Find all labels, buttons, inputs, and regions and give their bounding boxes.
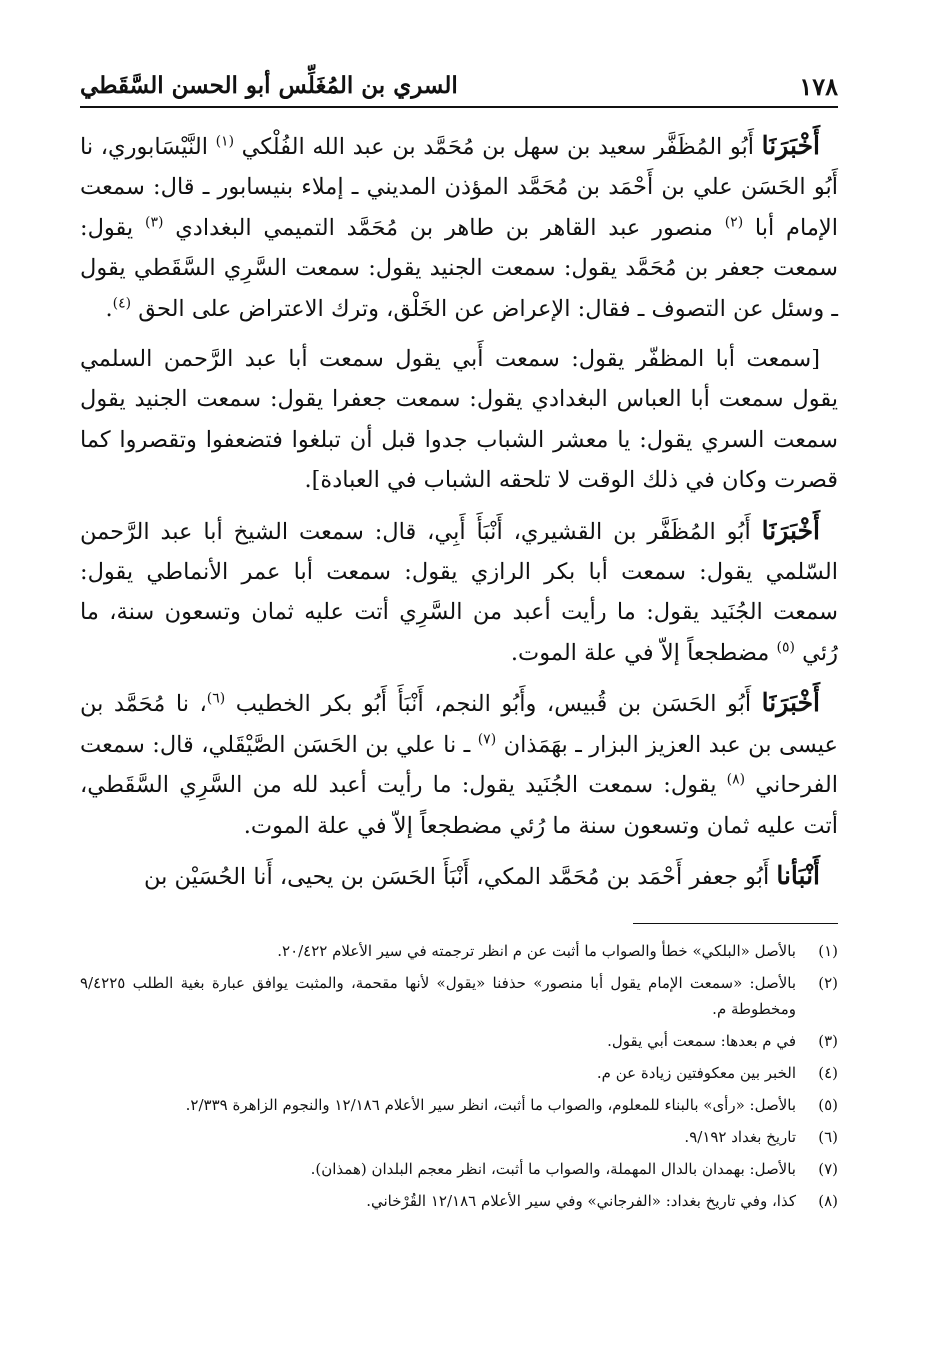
footnote-text: بالأصل: بهمدان بالدال المهملة، والصواب ما أثبت، انظر معجم البلدان (همذان). xyxy=(310,1160,796,1179)
paragraph-text: يقول: سمعت الجُنَيد يقول: ما رأيت أعبد لله من السَّرِي السَّقَطي، أتت عليه ثمان وتسعون سنة ما رُئي مضطجعاً إلاّ في علة الموت. xyxy=(80,772,838,839)
footnotes xyxy=(80,938,838,1214)
footnote-number: (٣) xyxy=(818,1032,838,1051)
footnote-reference[interactable]: (٣) xyxy=(144,214,164,231)
paragraph-text: يقول: سمعت جعفر بن مُحَمَّد يقول: سمعت الجنيد يقول: سمعت السَّرِي السَّقَطي يقول ـ وسئل عن التصوف ـ فقال: الإعراض عن الخَلْق، وترك الاعتراض على الحق xyxy=(80,214,838,322)
running-title: السري بن المُغَلِّس أبو الحسن السَّقَطي xyxy=(80,72,458,99)
paragraph-text: أَبُو جعفر أَحْمَد بن مُحَمَّد المكي، أَنْبَأَ الحَسَن بن يحيى، أَنا الحُسَيْن بن xyxy=(144,863,777,890)
paragraph-text: . xyxy=(105,295,113,322)
footnote-number: (٤) xyxy=(818,1064,838,1083)
paragraph-text: [سمعت أبا المظفّر يقول: سمعت أَبي يقول سمعت أبا عبد الرَّحمن السلمي يقول سمعت أبا العباس البغدادي يقول: سمعت جعفرا يقول: سمعت الجنيد يقول سمعت السري يقول: يا معشر الشباب جدوا قبل أن تبلغوا فتضعفوا وتقصروا كما قصرت وكان في ذلك الوقت لا تلحقه الشباب في العبادة]. xyxy=(80,346,838,494)
footnote-number: (٨) xyxy=(818,1192,838,1211)
paragraph-text: النَّيْسَابوري، نا أَبُو الحَسَن علي بن أَحْمَد بن مُحَمَّد المؤذن المديني ـ إملاء بنيسابور ـ قال: سمعت الإمام أبا xyxy=(80,134,838,241)
paragraph-text: أَبُو المُظَفَّر سعيد بن سهل بن مُحَمَّد بن عبد الله الفُلْكي xyxy=(234,134,762,160)
footnote-text: في م بعدها: سمعت أبي يقول. xyxy=(607,1032,796,1051)
isnad-lead-word: أَخْبَرَنَا xyxy=(761,515,820,545)
footnote-number: (١) xyxy=(818,942,838,961)
footnote-text: كذا، وفي تاريخ بغداد: «الفرجاني» وفي سير الأعلام ١٢/١٨٦ القُرْخاني. xyxy=(366,1192,796,1211)
footnote xyxy=(80,1028,838,1054)
footnote-text: الخبر بين معكوفتين زيادة عن م. xyxy=(596,1064,796,1083)
footnote-number: (٦) xyxy=(818,1128,838,1147)
footnote-text: بالأصل: «رأى» بالبناء للمعلوم، والصواب ما أثبت، انظر سير الأعلام ١٢/١٨٦ والنجوم الزاهرة ٢/٣٣٩. xyxy=(185,1096,796,1115)
book-page xyxy=(80,66,838,1220)
paragraph-text: أَبُو المُظَفَّر بن القشيري، أَنْبَأَ أَبِي، قال: سمعت الشيخ أبا عبد الرَّحمن السّلمي يقول: سمعت أبا بكر الرازي يقول: سمعت أبا عمر الأنماطي يقول: سمعت الجُنَيد يقول: ما رأيت أعبد من السَّرِي أتت عليه ثمان وتسعون سنة، ما رُئي xyxy=(80,518,838,666)
footnote xyxy=(80,1156,838,1182)
paragraph xyxy=(80,683,838,846)
page-header xyxy=(80,66,838,108)
isnad-lead-word: أَخْبَرَنَا xyxy=(761,688,820,718)
footnote xyxy=(80,1060,838,1086)
paragraph xyxy=(80,511,838,674)
paragraph xyxy=(80,856,838,897)
footnote-number: (٢) xyxy=(818,974,838,993)
paragraph-text: ـ نا علي بن الحَسَن الصَّيْقَلي، قال: سمعت الفرحاني xyxy=(80,731,838,799)
isnad-lead-word: أَنْبَأنا xyxy=(776,860,820,890)
page-number: ١٧٨ xyxy=(799,72,838,101)
footnote xyxy=(80,938,838,964)
paragraph-text: ، نا مُحَمَّد بن عيسى بن عبد العزيز البزار ـ بهَمَذان xyxy=(80,691,838,758)
footnote-number: (٥) xyxy=(818,1096,838,1115)
footnote xyxy=(80,1124,838,1150)
footnote xyxy=(80,970,838,1022)
paragraph-text: أَبُو الحَسَن بن قُبيس، وأَبُو النجم، أَنْبَأَ أَبُو بكر الخطيب xyxy=(225,691,762,718)
footnote-reference[interactable]: (١) xyxy=(215,133,235,150)
footnote-reference[interactable]: (٢) xyxy=(724,214,744,231)
footnote-reference[interactable]: (٨) xyxy=(726,771,746,788)
footnote-reference[interactable]: (٤) xyxy=(112,295,132,312)
footnote-reference[interactable]: (٥) xyxy=(776,639,795,656)
paragraph-text: مضطجعاً إلاّ في علة الموت. xyxy=(510,639,777,666)
isnad-lead-word: أَخْبَرَنَا xyxy=(761,131,820,160)
footnote-reference[interactable]: (٦) xyxy=(206,690,226,707)
footnote-text: بالأصل: «سمعت الإمام يقول أبا منصور» حذفنا «يقول» لأنها مقحمة، والمثبت يوافق عبارة بغية الطلب ٩/٤٢٢٥ ومخطوطة م. xyxy=(80,974,796,1019)
footnote-text: بالأصل «البلكي» خطأ والصواب ما أثبت عن م انظر ترجمته في سير الأعلام ٢٠/٤٢٢. xyxy=(277,942,796,961)
paragraph xyxy=(80,339,838,501)
footnote xyxy=(80,1188,838,1214)
footnote-text: تاريخ بغداد ٩/١٩٢. xyxy=(684,1128,796,1147)
paragraph xyxy=(80,126,838,329)
footnote xyxy=(80,1092,838,1118)
paragraph-text: منصور عبد القاهر بن طاهر بن مُحَمَّد التميمي البغدادي xyxy=(163,214,725,241)
footnote-number: (٧) xyxy=(818,1160,838,1179)
footnote-divider xyxy=(633,923,838,924)
main-text xyxy=(80,126,838,897)
footnote-reference[interactable]: (٧) xyxy=(477,731,497,748)
